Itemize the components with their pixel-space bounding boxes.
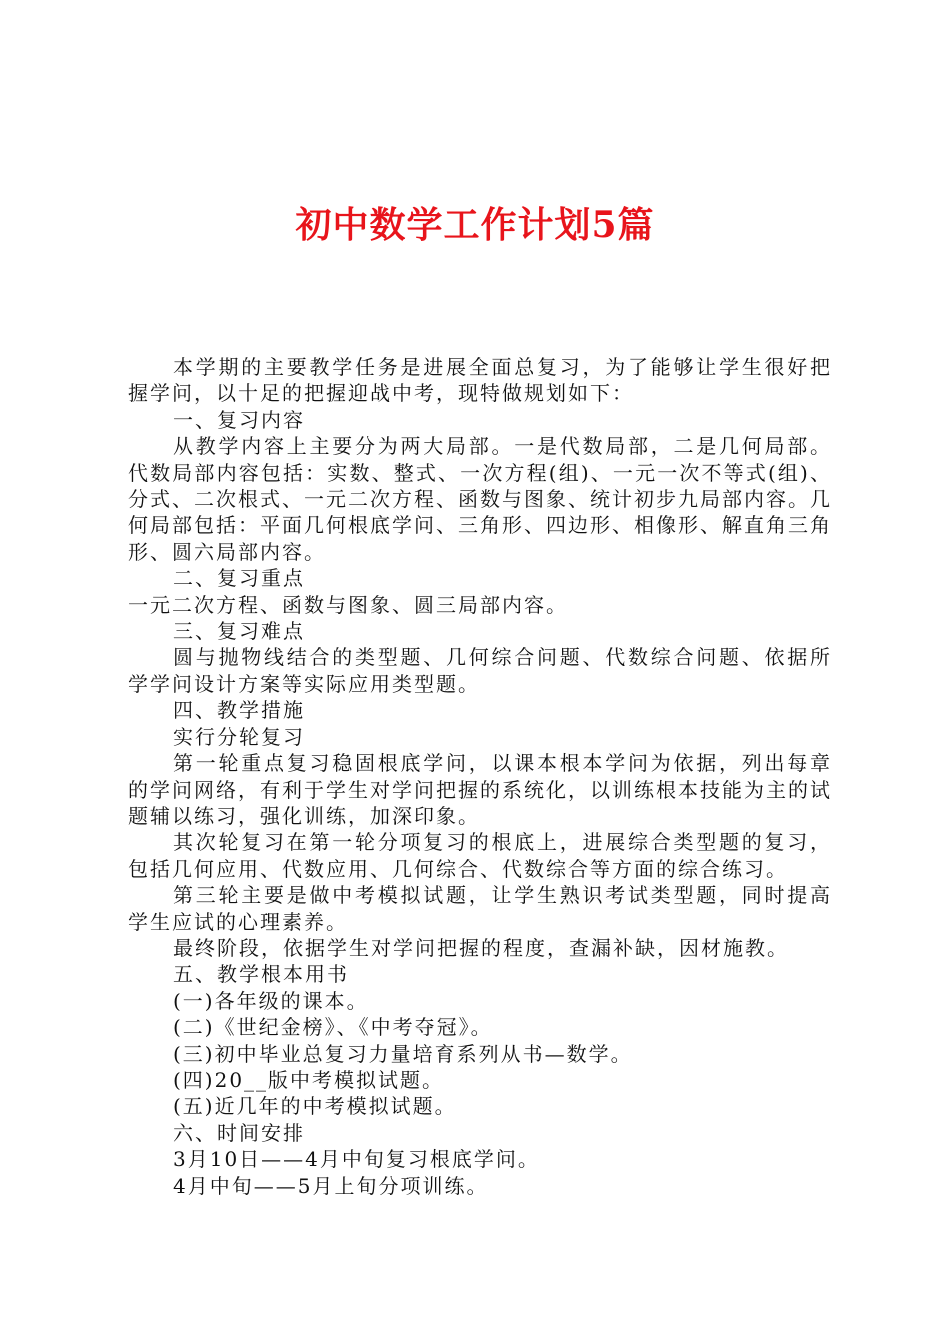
paragraph: 一元二次方程、函数与图象、圆三局部内容。 [128, 592, 568, 617]
schedule-item: 3月10日——4月中旬复习根底学问。 [173, 1147, 540, 1172]
section-heading: 三、复习难点 [173, 619, 305, 644]
paragraph: 第三轮主要是做中考模拟试题，让学生熟识考试类型题，同时提高学生应试的心理素养。 [128, 883, 832, 934]
document-title: 初中数学工作计划5篇 [295, 204, 655, 246]
document-body [128, 354, 832, 1199]
section-heading: 四、教学措施 [173, 698, 305, 723]
list-item: (四)20__版中考模拟试题。 [173, 1067, 445, 1092]
paragraph: 其次轮复习在第一轮分项复习的根底上，进展综合类型题的复习，包括几何应用、代数应用、几何综合、代数综合等方面的综合练习。 [128, 830, 832, 881]
section-heading: 六、时间安排 [173, 1120, 305, 1145]
list-item: (二)《世纪金榜》、《中考夺冠》。 [173, 1015, 493, 1040]
list-item: (五)近几年的中考模拟试题。 [173, 1094, 457, 1119]
section-heading: 二、复习重点 [173, 566, 305, 591]
list-item: (三)初中毕业总复习力量培育系列从书—数学。 [173, 1041, 633, 1066]
section-heading: 一、复习内容 [173, 407, 305, 432]
paragraph: 从教学内容上主要分为两大局部。一是代数局部，二是几何局部。代数局部内容包括：实数、整式、一次方程(组)、一元一次不等式(组)、分式、二次根式、一元二次方程、函数与图象、统计初步九局部内容。几何局部包括：平面几何根底学问、三角形、四边形、相像形、解直角三角形、圆六局部内容。 [128, 434, 832, 564]
section-heading: 五、教学根本用书 [173, 962, 349, 987]
list-item: (一)各年级的课本。 [173, 988, 369, 1013]
paragraph: 第一轮重点复习稳固根底学问，以课本根本学问为依据，列出每章的学问网络，有利于学生对学问把握的系统化，以训练根本技能为主的试题辅以练习，强化训练，加深印象。 [128, 751, 832, 828]
schedule-item: 4月中旬——5月上旬分项训练。 [173, 1173, 489, 1198]
paragraph: 最终阶段，依据学生对学问把握的程度，查漏补缺，因材施教。 [173, 935, 789, 960]
paragraph: 实行分轮复习 [173, 724, 305, 749]
paragraph: 本学期的主要教学任务是进展全面总复习，为了能够让学生很好把握学问，以十足的把握迎战中考，现特做规划如下： [128, 355, 832, 406]
paragraph: 圆与抛物线结合的类型题、几何综合问题、代数综合问题、依据所学学问设计方案等实际应用类型题。 [128, 645, 832, 696]
